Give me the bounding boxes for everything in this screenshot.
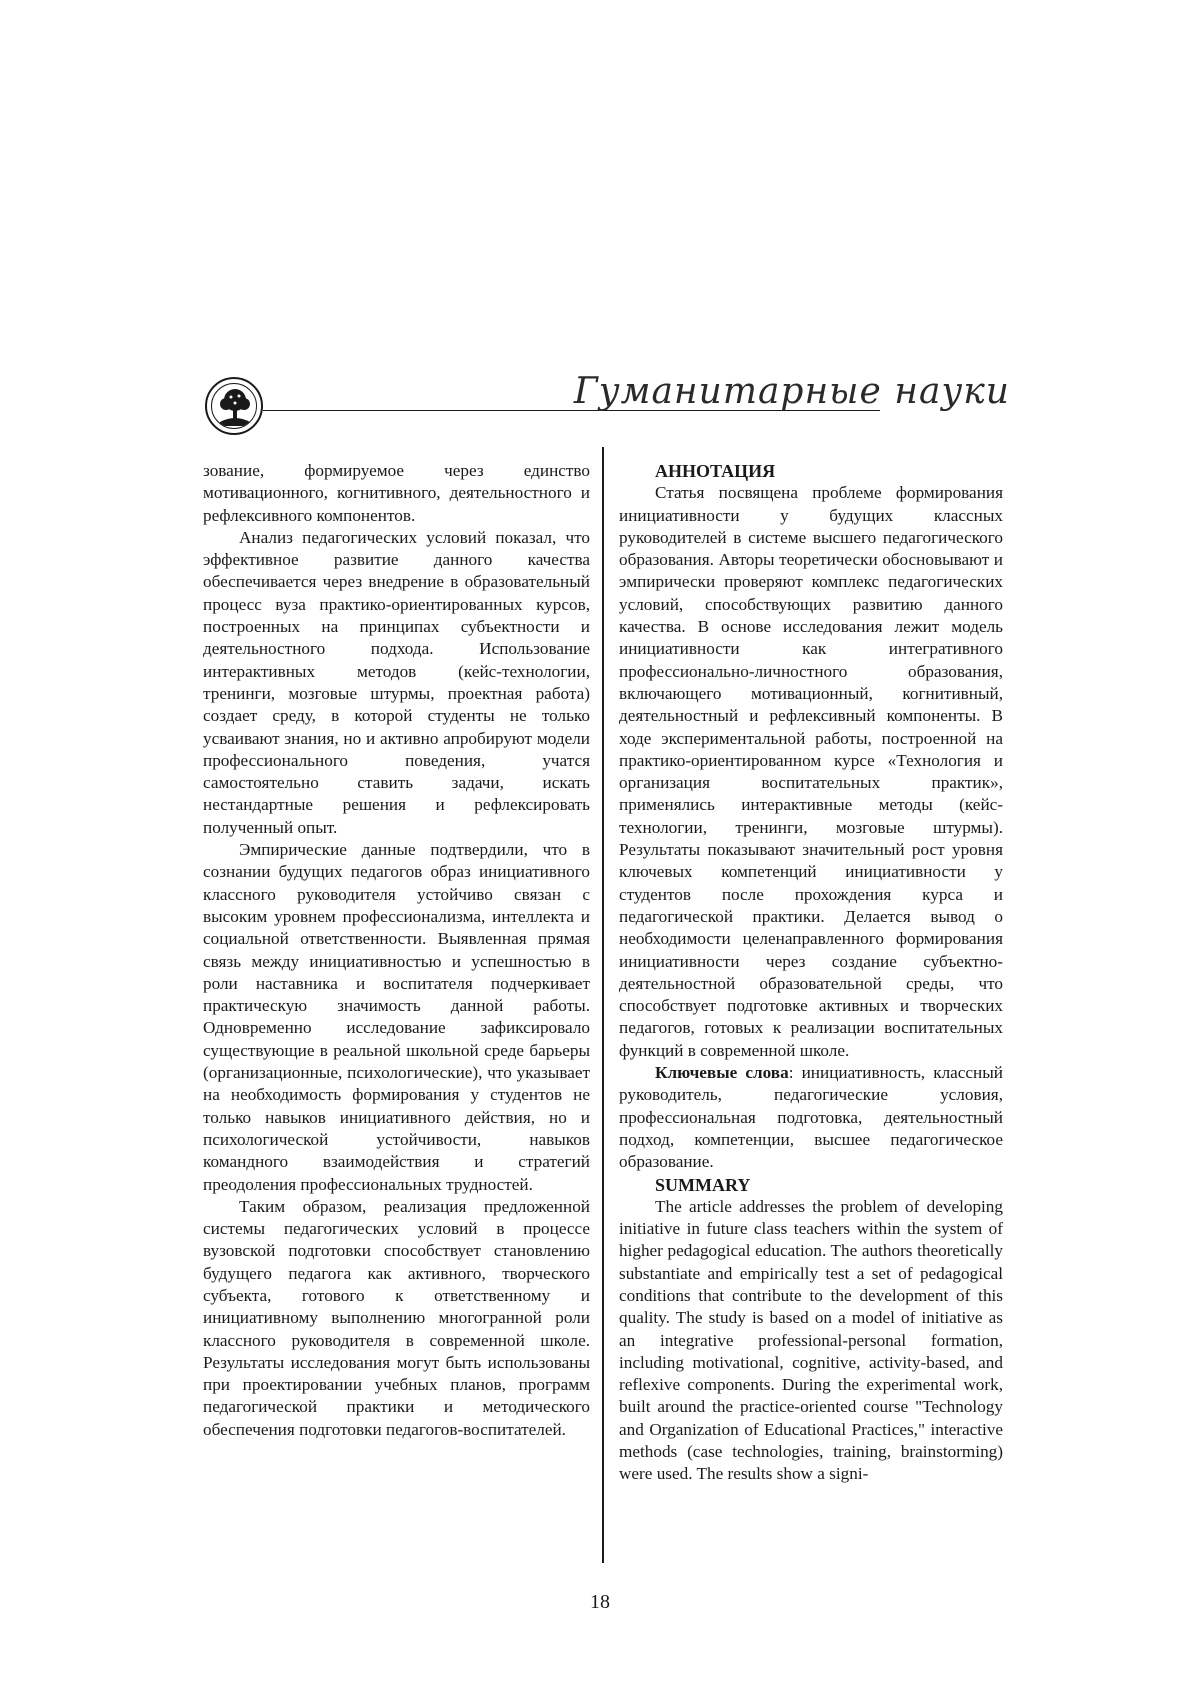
summary-heading: SUMMARY bbox=[655, 1174, 751, 1195]
page-number: 18 bbox=[590, 1591, 610, 1613]
annotation-heading: АННОТАЦИЯ bbox=[655, 461, 776, 481]
summary-text: The article addresses the problem of developing initiative in future class teachers within the system of higher pedagogical education. The authors theoretically substantiate and empirically test a set of pedagogical conditions that contribute to the development of this quality. The study is based on a model of initiative as an integrative professional-personal formation, including motivational, cognitive, activity-based, and reflexive components. During the experimental work, built around the practice-oriented course "Technology and Organization of Educational Practices," interactive methods (case technologies, training, brainstorming) were used. The results show a signi- bbox=[619, 1196, 1003, 1484]
column-divider bbox=[602, 447, 604, 1563]
keywords bbox=[619, 1062, 1003, 1173]
annotation-text: Статья посвящена проблеме формирования инициативности у будущих классных руководителей в системе высшего педагогического образования. Авторы теоретически обосновывают и эмпирически проверяют комплекс педагогических условий, способствующих развитию данного качества. В основе исследования лежит модель инициативности как интегративного профессионально-личностного образования, включающего мотивационный, когнитивный, деятельностный и рефлексивный компоненты. В ходе экспериментальной работы, построенной на практико-ориентированном курсе «Технология и организация воспитательных практик», применялись интерактивные методы (кейс-технологии, тренинги, мозговые штурмы). Результаты показывают значительный рост уровня ключевых компетенций инициативности у студентов после прохождения курса и педагогической практики. Делается вывод о необходимости целенаправленного формирования инициативности через создание субъектно-деятельностной образовательной среды, что способствует подготовке активных и творческих педагогов, готовых к реализации воспитательных функций в современной школе. bbox=[619, 483, 1003, 1060]
paragraph: Таким образом, реализация предложенной системы педагогических условий в процессе вузовской подготовки способствует становлению будущего педагога как активного, творческого субъекта, готового к ответственному и инициативному выполнению многогранной роли классного руководителя в современной школе. Результаты исследования могут быть использованы при проектировании учебных планов, программ педагогической практики и методического обеспечения подготовки педагогов-воспитателей. bbox=[203, 1196, 590, 1439]
paragraph: Анализ педагогических условий показал, что эффективное развитие данного качества обеспечивается через внедрение в образовательный процесс вуза практико-ориентированных курсов, построенных на принципах субъектности и деятельностного подхода. Использование интерактивных методов (кейс-технологии, тренинги, мозговые штурмы, проектная работа) создает среду, в которой студенты не только усваивают знания, но и активно апробируют модели профессионального поведения, учатся самостоятельно ставить задачи, искать нестандартные решения и рефлексировать полученный опыт. bbox=[203, 527, 590, 837]
section-title: Гуманитарные науки bbox=[573, 371, 1010, 412]
keywords-label: Ключевые слова bbox=[655, 1063, 789, 1083]
paragraph: Эмпирические данные подтвердили, что в сознании будущих педагогов образ инициативного классного руководителя устойчиво связан с высоким уровнем профессионализма, интеллекта и социальной ответственности. Выявленная прямая связь между инициативностью и успешностью в роли наставника и воспитателя подчеркивает практическую значимость данной работы. Одновременно исследование зафиксировало существующие в реальной школьной среде барьеры (организационные, психологические), что указывает на необходимость формирования у студентов не только навыков инициативного действия, но и психологической устойчивости, навыков командного взаимодействия и стратегий преодоления профессиональных трудностей. bbox=[203, 840, 590, 1194]
tree-emblem-icon bbox=[205, 377, 263, 435]
page-header bbox=[205, 371, 1010, 447]
right-column bbox=[619, 460, 1003, 1486]
paragraph: зование, формируемое через единство мотивационного, когнитивного, деятельностного и рефлексивного компонентов. bbox=[203, 461, 590, 525]
keywords-text: : инициативность, классный руководитель, педагогические условия, профессиональная подготовка, деятельностный подход, компетенции, высшее педагогическое образование. bbox=[619, 1063, 1003, 1172]
left-column bbox=[203, 460, 590, 1441]
